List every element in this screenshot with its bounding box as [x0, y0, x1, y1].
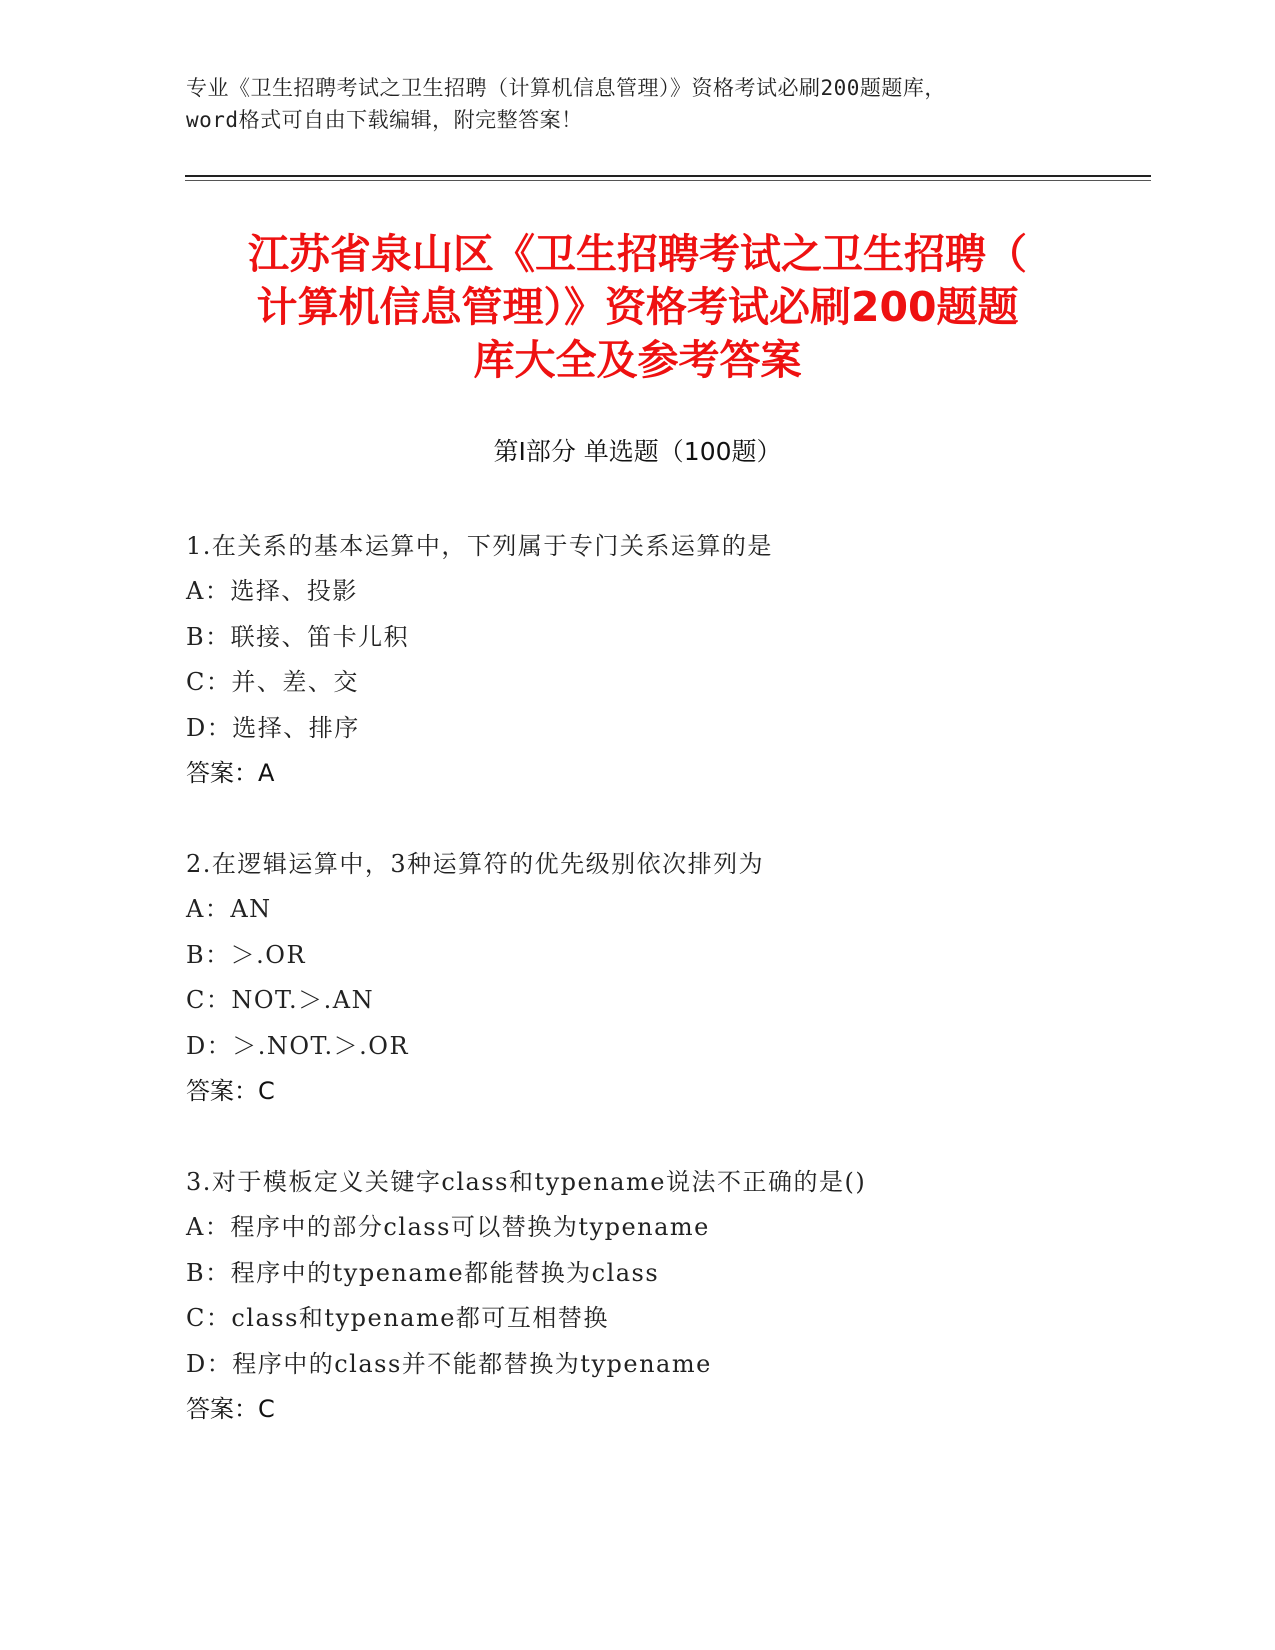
answer-line: 答案：A — [186, 758, 275, 787]
option-b: B：程序中的typename都能替换为class — [186, 1258, 660, 1287]
option-b: B：＞.OR — [186, 940, 307, 969]
question-block — [186, 1160, 1186, 1432]
option-b: B：联接、笛卡儿积 — [186, 622, 410, 651]
header-note-line-2: word格式可自由下载编辑，附完整答案！ — [186, 108, 583, 132]
question-block — [186, 524, 1186, 796]
option-c: C：class和typename都可互相替换 — [186, 1304, 609, 1333]
option-a: A：选择、投影 — [186, 577, 358, 606]
option-d: D：程序中的class并不能都替换为typename — [186, 1349, 712, 1378]
document-title-line-3: 库大全及参考答案 — [473, 336, 802, 384]
answer-line: 答案：C — [186, 1394, 275, 1423]
section-title: 第Ⅰ部分 单选题（100题） — [493, 437, 782, 466]
document-title-line-1: 江苏省泉山区《卫生招聘考试之卫生招聘（ — [248, 230, 1027, 278]
option-d: D：＞.NOT.＞.OR — [186, 1031, 410, 1060]
question-stem: 3.对于模板定义关键字class和typename说法不正确的是() — [186, 1168, 867, 1196]
question-block — [186, 842, 1186, 1114]
question-stem: 1.在关系的基本运算中，下列属于专门关系运算的是 — [186, 532, 773, 560]
option-c: C：NOT.＞.AN — [186, 986, 375, 1015]
option-a: A：AN — [186, 895, 272, 924]
header-note — [186, 72, 1086, 136]
answer-line: 答案：C — [186, 1076, 275, 1105]
option-a: A：程序中的部分class可以替换为typename — [186, 1213, 710, 1242]
header-note-line-1: 专业《卫生招聘考试之卫生招聘（计算机信息管理）》资格考试必刷200题题库， — [186, 76, 946, 100]
option-d: D：选择、排序 — [186, 713, 360, 742]
document-title-line-2: 计算机信息管理）》资格考试必刷200题题 — [256, 283, 1019, 331]
question-stem: 2.在逻辑运算中，3种运算符的优先级别依次排列为 — [186, 850, 765, 878]
document-title — [190, 228, 1085, 387]
header-divider-thick — [185, 175, 1151, 177]
option-c: C：并、差、交 — [186, 668, 359, 697]
header-divider-thin — [185, 180, 1151, 181]
